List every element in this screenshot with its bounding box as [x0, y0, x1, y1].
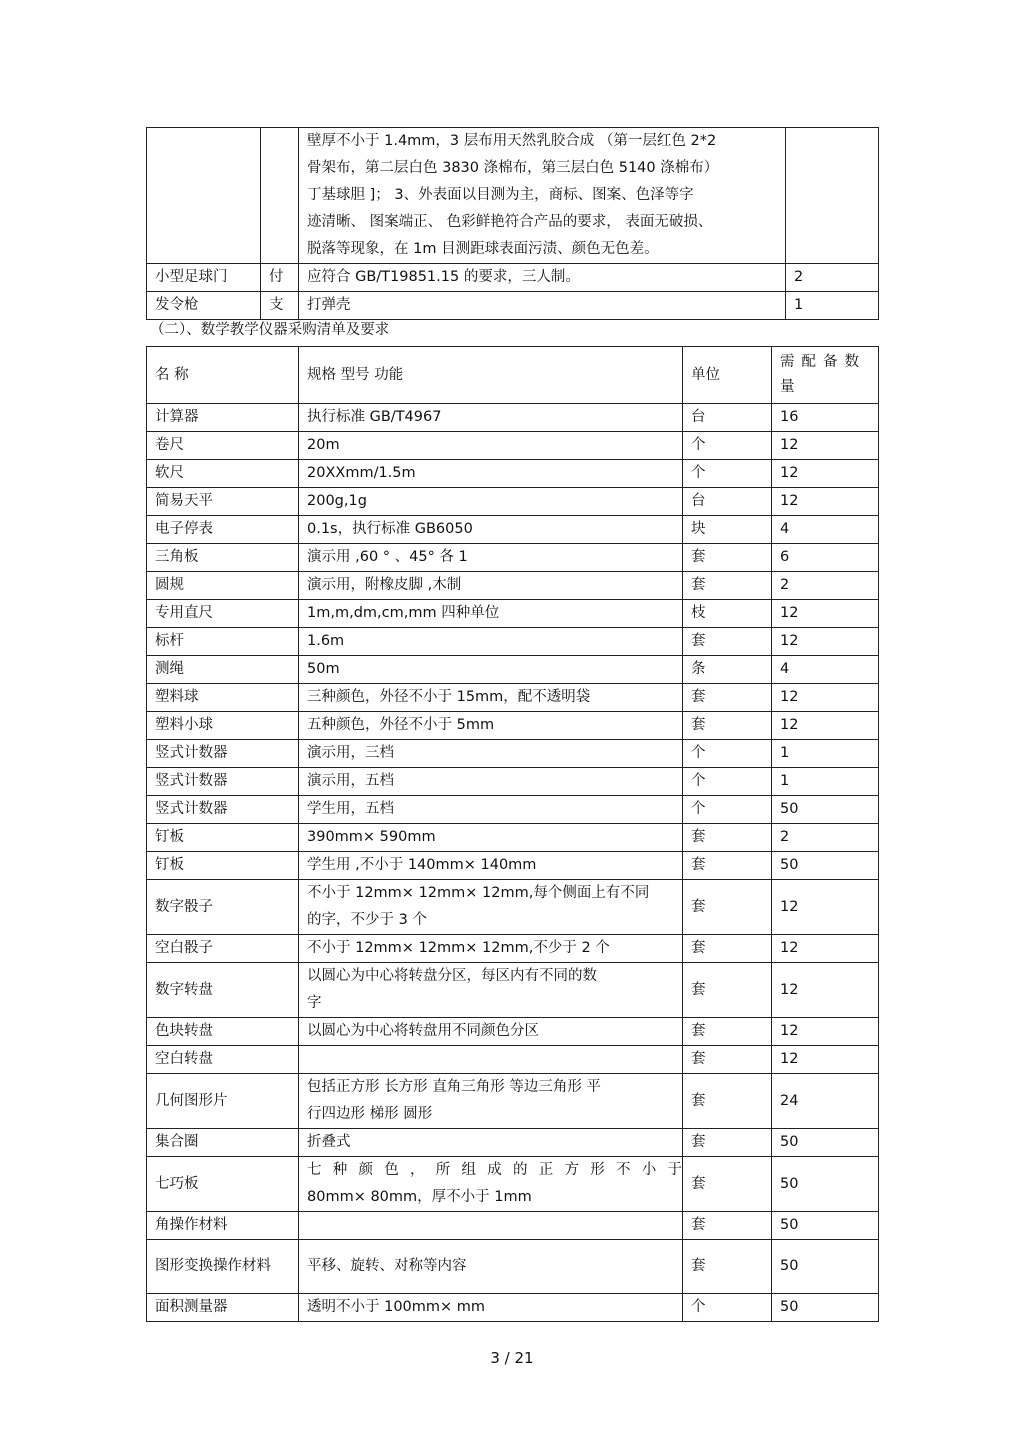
spec-line: 五种颜色，外径不小于 5mm: [307, 717, 495, 733]
spec-line: 的字，不少于 3 个: [307, 912, 427, 928]
unit-cell: 台: [683, 404, 772, 432]
qty-cell: 16: [772, 404, 879, 432]
spec-line: 20m: [307, 437, 340, 453]
spec-cell: [299, 1240, 683, 1294]
spec-line: 学生用 ,不小于 140mm× 140mm: [307, 857, 537, 873]
spec-line: 以圆心为中心将转盘分区，每区内有不同的数: [307, 968, 597, 984]
qty-cell: 1: [786, 292, 879, 320]
name-cell: 塑料球: [147, 684, 299, 712]
spec-line: 行四边形 梯形 圆形: [307, 1106, 433, 1122]
unit-cell: 台: [683, 488, 772, 516]
table-row: [147, 963, 879, 1018]
qty-cell: 12: [772, 460, 879, 488]
qty-cell: 50: [772, 1157, 879, 1212]
name-cell: 数字骰子: [147, 880, 299, 935]
name-cell: 发令枪: [147, 292, 261, 320]
spec-line: 打弹壳: [307, 297, 351, 313]
spec-line: 壁厚不小于 1.4mm，3 层布用天然乳胶合成 （第一层红色 2*2: [307, 133, 717, 149]
unit-cell: 套: [683, 1129, 772, 1157]
table-row: [147, 600, 879, 628]
name-cell: 专用直尺: [147, 600, 299, 628]
unit-cell: 枝: [683, 600, 772, 628]
table-row: [147, 1294, 879, 1322]
spec-line: 丁基球胆 ]； 3、外表面以目测为主，商标、图案、色泽等字: [307, 187, 694, 203]
spec-line: 0.1s，执行标准 GB6050: [307, 521, 473, 537]
unit-cell: 套: [683, 852, 772, 880]
table-row: [147, 544, 879, 572]
name-cell: 计算器: [147, 404, 299, 432]
qty-cell: 50: [772, 1212, 879, 1240]
spec-cell: [299, 1046, 683, 1074]
unit-cell: 套: [683, 1046, 772, 1074]
spec-cell: [299, 1212, 683, 1240]
spec-line: 200g,1g: [307, 493, 367, 509]
spec-line: 80mm× 80mm，厚不小于 1mm: [307, 1189, 532, 1205]
qty-cell: 12: [772, 963, 879, 1018]
unit-cell: 套: [683, 572, 772, 600]
unit-cell: 个: [683, 796, 772, 824]
spec-line: 演示用 ,60 ° 、45° 各 1: [307, 549, 468, 565]
qty-cell: 50: [772, 1240, 879, 1294]
spec-cell: [299, 628, 683, 656]
table-row: [147, 488, 879, 516]
header-name: 名 称: [147, 347, 299, 404]
name-cell: 三角板: [147, 544, 299, 572]
spec-cell: [299, 1294, 683, 1322]
unit-cell: 套: [683, 712, 772, 740]
spec-cell: [299, 460, 683, 488]
math-instruments-table: [146, 346, 879, 1322]
spec-cell: [299, 600, 683, 628]
spec-line: 演示用，三档: [307, 745, 394, 761]
spec-cell: [299, 712, 683, 740]
spec-line: 不小于 12mm× 12mm× 12mm,每个侧面上有不同: [307, 885, 650, 901]
qty-cell: 12: [772, 600, 879, 628]
table-row: [147, 128, 879, 264]
name-cell: 角操作材料: [147, 1212, 299, 1240]
name-cell: 钉板: [147, 824, 299, 852]
name-cell: 七巧板: [147, 1157, 299, 1212]
spec-cell: [299, 768, 683, 796]
qty-cell: 12: [772, 1046, 879, 1074]
name-cell: 卷尺: [147, 432, 299, 460]
section-caption: （二）、数学教学仪器采购清单及要求: [150, 322, 390, 338]
table-row: [147, 656, 879, 684]
name-cell: 测绳: [147, 656, 299, 684]
table-row: [147, 1129, 879, 1157]
page-number: 3 / 21: [490, 1349, 534, 1367]
spec-line: 学生用，五档: [307, 801, 394, 817]
table-row: [147, 1157, 879, 1212]
unit-cell: 套: [683, 684, 772, 712]
qty-cell: 4: [772, 516, 879, 544]
name-cell: 色块转盘: [147, 1018, 299, 1046]
name-cell: 圆规: [147, 572, 299, 600]
table-row: [147, 824, 879, 852]
table-row: [147, 264, 879, 292]
spec-cell: [299, 128, 786, 264]
qty-cell: 12: [772, 712, 879, 740]
qty-cell: 4: [772, 656, 879, 684]
qty-cell: 6: [772, 544, 879, 572]
table-row: [147, 852, 879, 880]
unit-cell: 块: [683, 516, 772, 544]
spec-cell: [299, 292, 786, 320]
unit-cell: [261, 128, 299, 264]
spec-line: 字: [307, 995, 322, 1011]
name-cell: 电子停表: [147, 516, 299, 544]
table-row: [147, 935, 879, 963]
name-cell: 空白骰子: [147, 935, 299, 963]
spec-cell: [299, 1129, 683, 1157]
name-cell: 竖式计数器: [147, 740, 299, 768]
name-cell: 简易天平: [147, 488, 299, 516]
spec-line: 迹清晰、 图案端正、 色彩鲜艳符合产品的要求， 表面无破损、: [307, 214, 713, 230]
name-cell: 几何图形片: [147, 1074, 299, 1129]
unit-cell: 套: [683, 1074, 772, 1129]
unit-cell: 个: [683, 740, 772, 768]
spec-line: 不小于 12mm× 12mm× 12mm,不少于 2 个: [307, 940, 610, 956]
unit-cell: 付: [261, 264, 299, 292]
qty-cell: 2: [772, 824, 879, 852]
qty-cell: 12: [772, 488, 879, 516]
qty-cell: 12: [772, 432, 879, 460]
spec-cell: [299, 963, 683, 1018]
qty-cell: 1: [772, 768, 879, 796]
top-equipment-table: [146, 127, 879, 320]
qty-cell: 12: [772, 684, 879, 712]
spec-line: 平移、旋转、对称等内容: [307, 1258, 467, 1274]
table-row: [147, 432, 879, 460]
spec-cell: [299, 796, 683, 824]
table-row: [147, 712, 879, 740]
name-cell: 小型足球门: [147, 264, 261, 292]
table-row: [147, 1018, 879, 1046]
spec-line: 三种颜色，外径不小于 15mm，配不透明袋: [307, 689, 591, 705]
spec-cell: [299, 404, 683, 432]
spec-line: 包括正方形 长方形 直角三角形 等边三角形 平: [307, 1079, 601, 1095]
table-row: [147, 740, 879, 768]
header-spec: 规格 型号 功能: [299, 347, 683, 404]
header-unit: 单位: [683, 347, 772, 404]
qty-cell: [786, 128, 879, 264]
table-row: [147, 1240, 879, 1294]
qty-cell: 50: [772, 1294, 879, 1322]
unit-cell: 个: [683, 768, 772, 796]
qty-cell: 12: [772, 935, 879, 963]
spec-cell: [299, 432, 683, 460]
unit-cell: 套: [683, 1240, 772, 1294]
qty-cell: 1: [772, 740, 879, 768]
table-row: [147, 572, 879, 600]
unit-cell: 个: [683, 1294, 772, 1322]
spec-cell: [299, 656, 683, 684]
table-row: [147, 768, 879, 796]
spec-line: 演示用，五档: [307, 773, 394, 789]
table-row: [147, 1046, 879, 1074]
spec-line: 七种颜色，所组成的正方形不小于: [307, 1162, 682, 1178]
qty-cell: 2: [786, 264, 879, 292]
name-cell: 面积测量器: [147, 1294, 299, 1322]
spec-line: 脱落等现象，在 1m 目测距球表面污渍、颜色无色差。: [307, 241, 659, 257]
table-row: [147, 1212, 879, 1240]
table-row: [147, 880, 879, 935]
name-cell: 标杆: [147, 628, 299, 656]
spec-cell: [299, 935, 683, 963]
qty-cell: 24: [772, 1074, 879, 1129]
spec-cell: [299, 1157, 683, 1212]
table-row: [147, 292, 879, 320]
unit-cell: 套: [683, 935, 772, 963]
unit-cell: 套: [683, 963, 772, 1018]
spec-line: 1m,m,dm,cm,mm 四种单位: [307, 605, 500, 621]
spec-cell: [299, 852, 683, 880]
table-row: [147, 796, 879, 824]
unit-cell: 套: [683, 1018, 772, 1046]
name-cell: 空白转盘: [147, 1046, 299, 1074]
table-header-row: [147, 347, 879, 404]
name-cell: [147, 128, 261, 264]
spec-cell: [299, 824, 683, 852]
unit-cell: 套: [683, 1212, 772, 1240]
name-cell: 钉板: [147, 852, 299, 880]
spec-cell: [299, 264, 786, 292]
unit-cell: 套: [683, 544, 772, 572]
qty-cell: 12: [772, 628, 879, 656]
spec-line: 应符合 GB/T19851.15 的要求，三人制。: [307, 269, 580, 285]
spec-line: 390mm× 590mm: [307, 829, 436, 845]
table-row: [147, 628, 879, 656]
unit-cell: 套: [683, 628, 772, 656]
unit-cell: 个: [683, 460, 772, 488]
spec-line: 透明不小于 100mm× mm: [307, 1299, 486, 1315]
table-row: [147, 1074, 879, 1129]
unit-cell: 个: [683, 432, 772, 460]
table-row: [147, 684, 879, 712]
spec-line: 50m: [307, 661, 340, 677]
qty-cell: 12: [772, 880, 879, 935]
spec-cell: [299, 684, 683, 712]
name-cell: 竖式计数器: [147, 768, 299, 796]
spec-line: 演示用，附橡皮脚 ,木制: [307, 577, 462, 593]
unit-cell: 套: [683, 824, 772, 852]
unit-cell: 套: [683, 1157, 772, 1212]
name-cell: 集合圈: [147, 1129, 299, 1157]
name-cell: 塑料小球: [147, 712, 299, 740]
qty-cell: 50: [772, 796, 879, 824]
name-cell: 软尺: [147, 460, 299, 488]
spec-cell: [299, 1074, 683, 1129]
header-qty: 需配备数量: [772, 347, 879, 404]
spec-line: 骨架布，第二层白色 3830 涤棉布，第三层白色 5140 涤棉布）: [307, 160, 719, 176]
name-cell: 数字转盘: [147, 963, 299, 1018]
spec-line: 以圆心为中心将转盘用不同颜色分区: [307, 1023, 539, 1039]
spec-cell: [299, 1018, 683, 1046]
table-row: [147, 516, 879, 544]
unit-cell: 支: [261, 292, 299, 320]
table-row: [147, 460, 879, 488]
spec-line: 20XXmm/1.5m: [307, 465, 416, 481]
table-row: [147, 404, 879, 432]
spec-line: 1.6m: [307, 633, 345, 649]
qty-cell: 50: [772, 1129, 879, 1157]
qty-cell: 50: [772, 852, 879, 880]
spec-line: 执行标准 GB/T4967: [307, 409, 442, 425]
spec-cell: [299, 572, 683, 600]
spec-cell: [299, 740, 683, 768]
unit-cell: 条: [683, 656, 772, 684]
unit-cell: 套: [683, 880, 772, 935]
spec-cell: [299, 516, 683, 544]
spec-cell: [299, 880, 683, 935]
name-cell: 图形变换操作材料: [147, 1240, 299, 1294]
spec-line: 折叠式: [307, 1134, 351, 1150]
name-cell: 竖式计数器: [147, 796, 299, 824]
qty-cell: 12: [772, 1018, 879, 1046]
qty-cell: 2: [772, 572, 879, 600]
spec-cell: [299, 488, 683, 516]
spec-cell: [299, 544, 683, 572]
